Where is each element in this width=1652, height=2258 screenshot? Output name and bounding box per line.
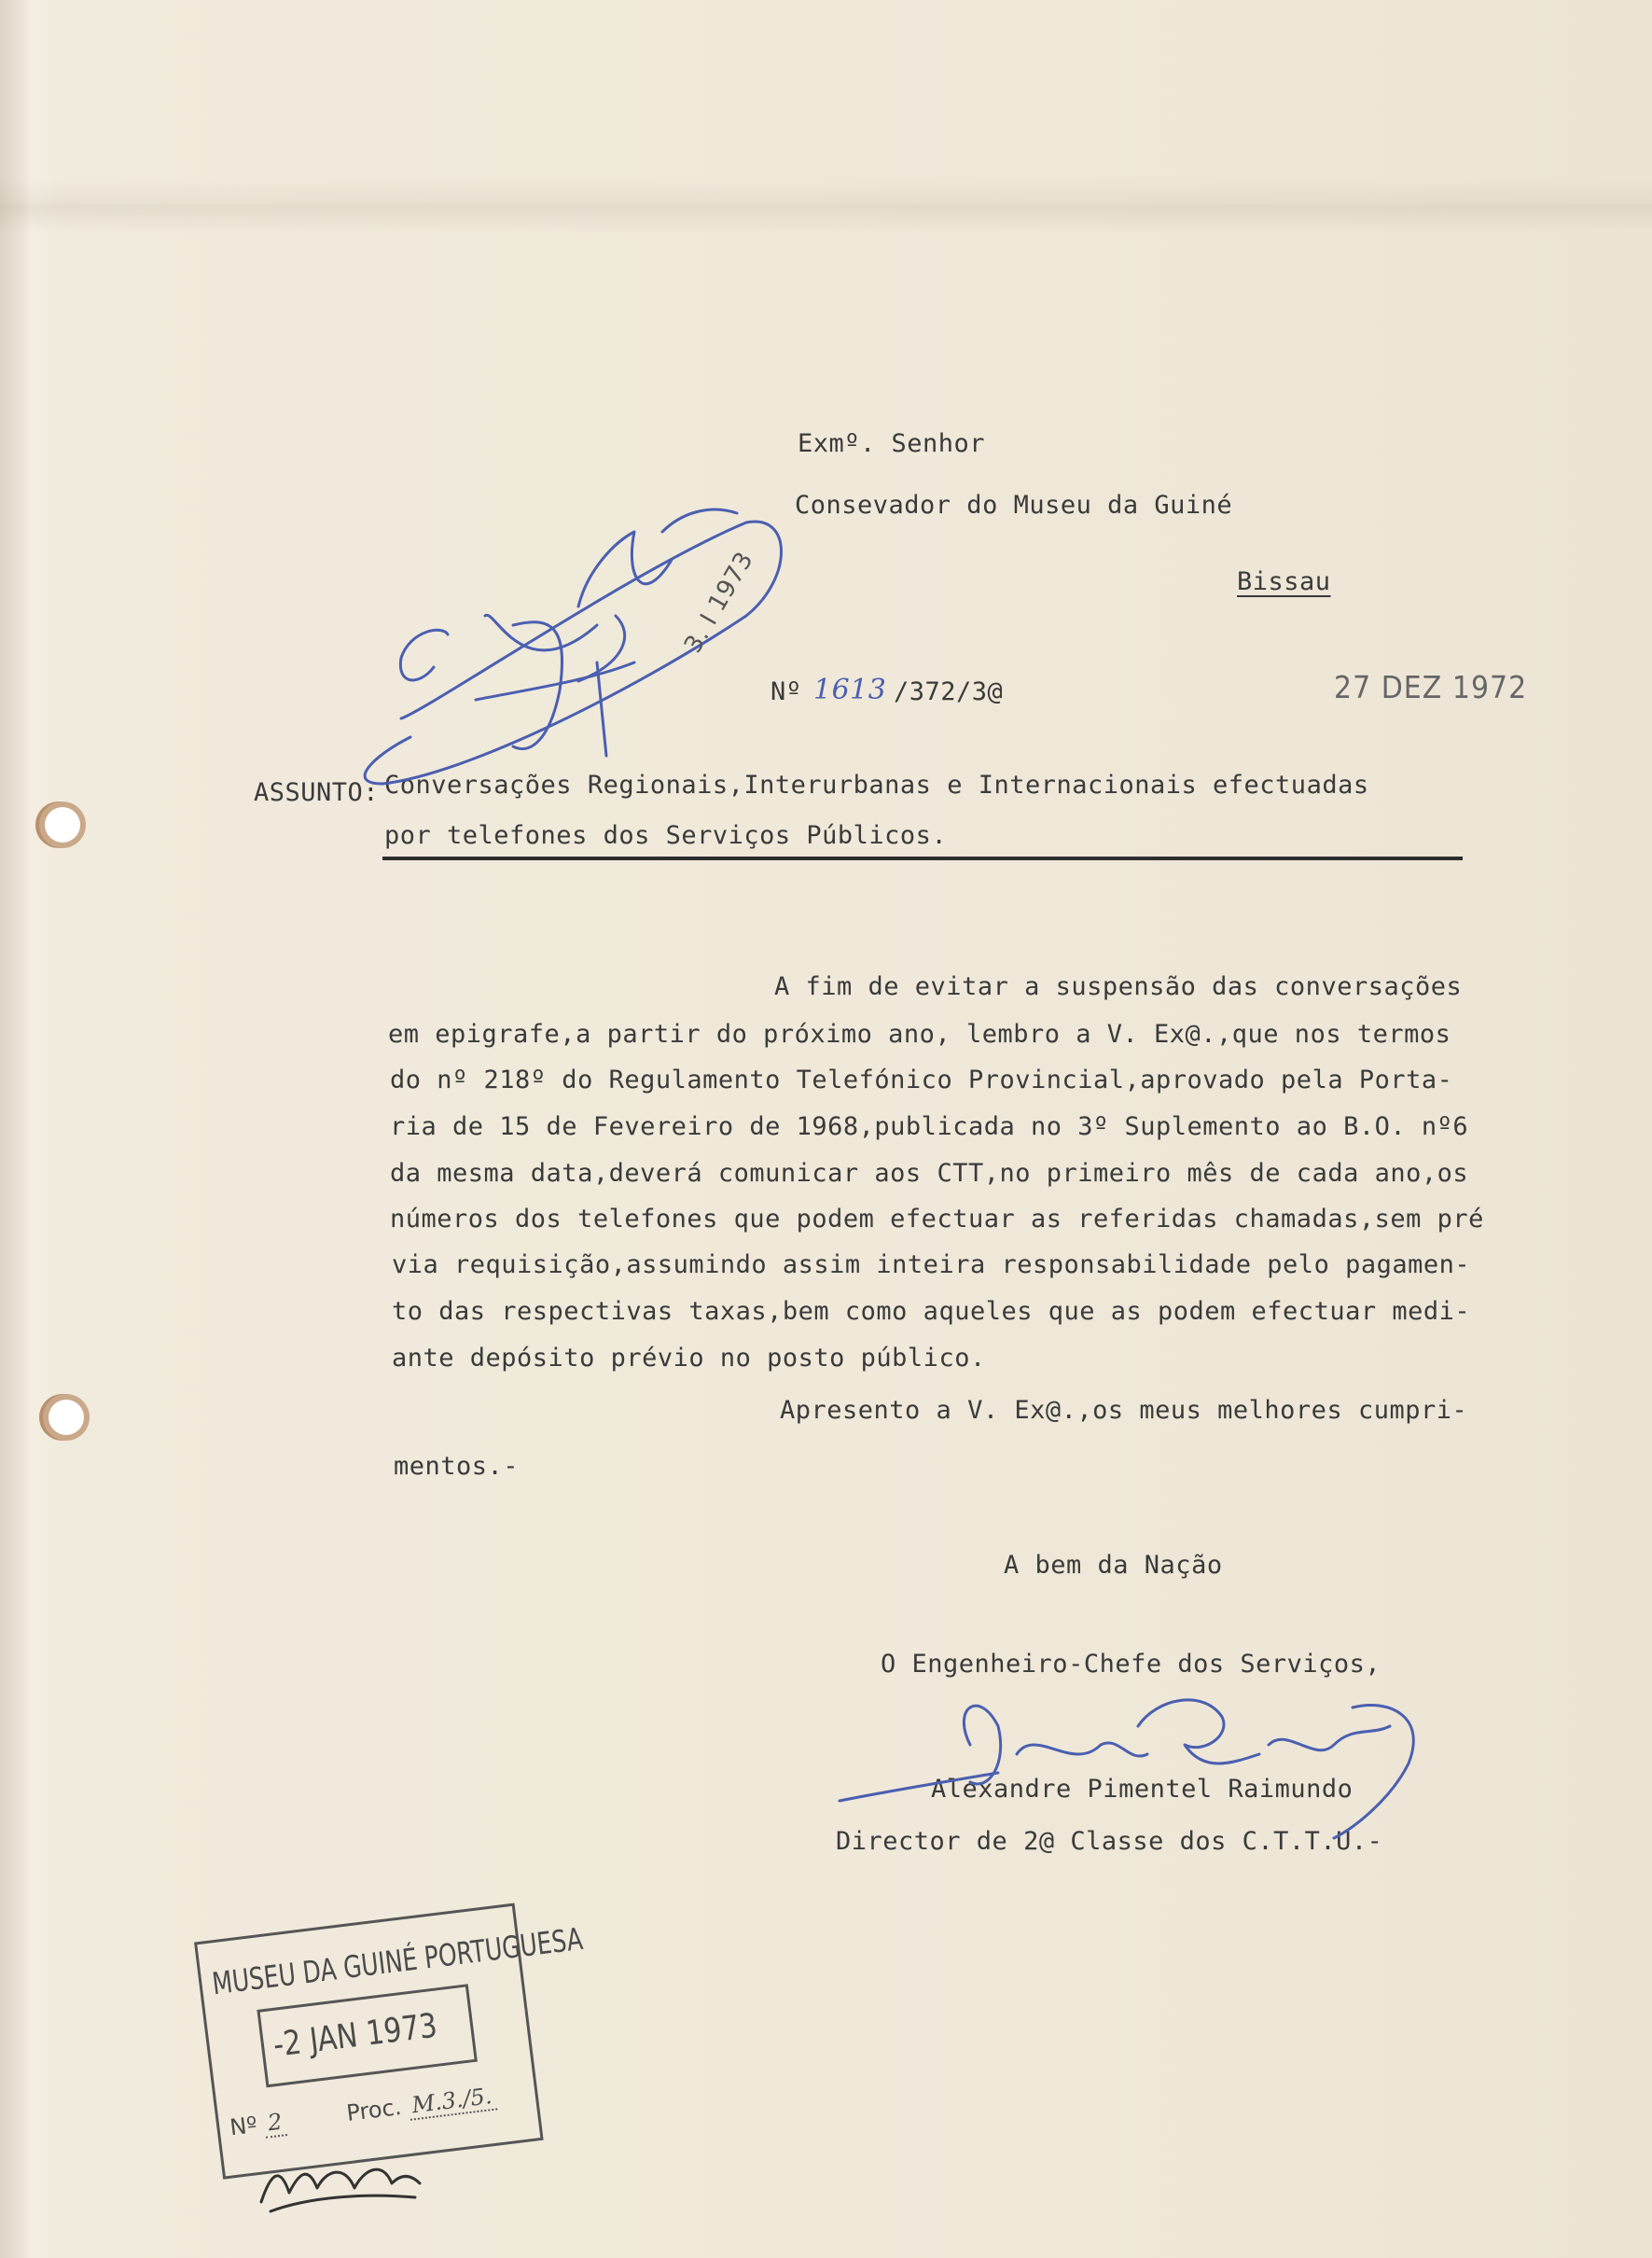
ink-loop-stroke — [365, 522, 781, 784]
museum-receipt-stamp — [194, 1903, 585, 2174]
stamp-number-label: Nº — [228, 2111, 259, 2141]
signature-stroke — [1017, 1743, 1147, 1756]
stamp-number-value: 2 — [262, 2108, 287, 2139]
signature-stroke — [1138, 1700, 1259, 1763]
page-left-edge — [0, 0, 28, 2258]
date-stamp: 27 DEZ 1972 — [1334, 670, 1528, 706]
signer-title: O Engenheiro-Chefe dos Serviços, — [881, 1650, 1381, 1679]
stamp-process-value: M.3./5. — [407, 2083, 497, 2121]
closing-line-1: Apresento a V. Ex@.,os meus melhores cumpri- — [780, 1396, 1468, 1425]
body-line: do nº 218º do Regulamento Telefónico Provincial,aprovado pela Porta- — [390, 1066, 1453, 1094]
ink-letter-stroke — [400, 630, 448, 680]
body-line: to das respectivas taxas,bem como aqueles que as podem efectuar medi- — [392, 1297, 1471, 1326]
signature-stroke — [964, 1706, 1000, 1784]
ink-scribble-stroke — [662, 509, 737, 532]
stamp-number — [229, 2108, 287, 2140]
punch-hole-upper — [45, 807, 80, 843]
ink-scribble-stroke — [578, 532, 672, 606]
signer-role: Director de 2@ Classe dos C.T.T.U.- — [836, 1827, 1383, 1856]
ink-scribble-stroke — [485, 615, 597, 650]
recipient-city: Bissau — [1237, 567, 1331, 596]
subject-line-2: por telefones dos Serviços Públicos. — [384, 821, 948, 850]
signer-name: Alexandre Pimentel Raimundo — [931, 1775, 1354, 1804]
body-line: da mesma data,deverá comunicar aos CTT,no primeiro mês de cada ano,os — [390, 1159, 1469, 1188]
ink-signature-stroke — [578, 616, 625, 681]
punch-hole-lower — [49, 1400, 84, 1435]
body-line: ria de 15 de Fevereiro de 1968,publicada no 3º Suplemento ao B.O. nº6 — [390, 1112, 1469, 1141]
paper-fold — [0, 177, 1652, 233]
reference-handwritten-number: 1613 — [813, 674, 887, 706]
stamp-title: MUSEU DA GUINÉ PORTUGUESA — [210, 1920, 585, 2002]
body-line: ante depósito prévio no posto público. — [392, 1344, 986, 1373]
ink-signature-stroke — [476, 662, 634, 700]
body-line: em epigrafe,a partir do próximo ano, lembro a V. Ex@.,que nos termos — [388, 1020, 1451, 1049]
reference-prefix: Nº — [770, 677, 802, 706]
initials — [252, 2146, 429, 2221]
body-line: A fim de evitar a suspensão das conversações — [774, 972, 1463, 1001]
stamp-date: -2 JAN 1973 — [271, 2006, 440, 2066]
signature — [830, 1670, 1446, 1847]
handwritten-annotation — [354, 476, 784, 858]
subject-label: ASSUNTO: — [254, 778, 380, 807]
stamp-process-label: Proc. — [344, 2094, 403, 2126]
salutation: Exmº. Senhor — [798, 429, 986, 458]
body-line: via requisição,assumindo assim inteira responsabilidade pelo pagamen- — [392, 1250, 1471, 1279]
ink-signature-stroke — [597, 662, 606, 756]
received-date-stamp: 3. I 1973 — [679, 547, 759, 658]
body-line: números dos telefones que podem efectuar as referidas chamadas,sem pré — [390, 1205, 1484, 1234]
subject-line-1: Conversações Regionais,Interurbanas e Internacionais efectuadas — [384, 771, 1369, 800]
closing-line-2: mentos.- — [394, 1452, 520, 1481]
recipient-line: Consevador do Museu da Guiné — [795, 491, 1233, 520]
initials-stroke — [271, 2195, 415, 2211]
signature-stroke — [1269, 1726, 1390, 1750]
motto: A bem da Nação — [1004, 1551, 1223, 1580]
signature-stroke — [840, 1773, 998, 1801]
reference-suffix: /372/3@ — [894, 677, 1004, 706]
signature-stroke — [1334, 1706, 1413, 1839]
